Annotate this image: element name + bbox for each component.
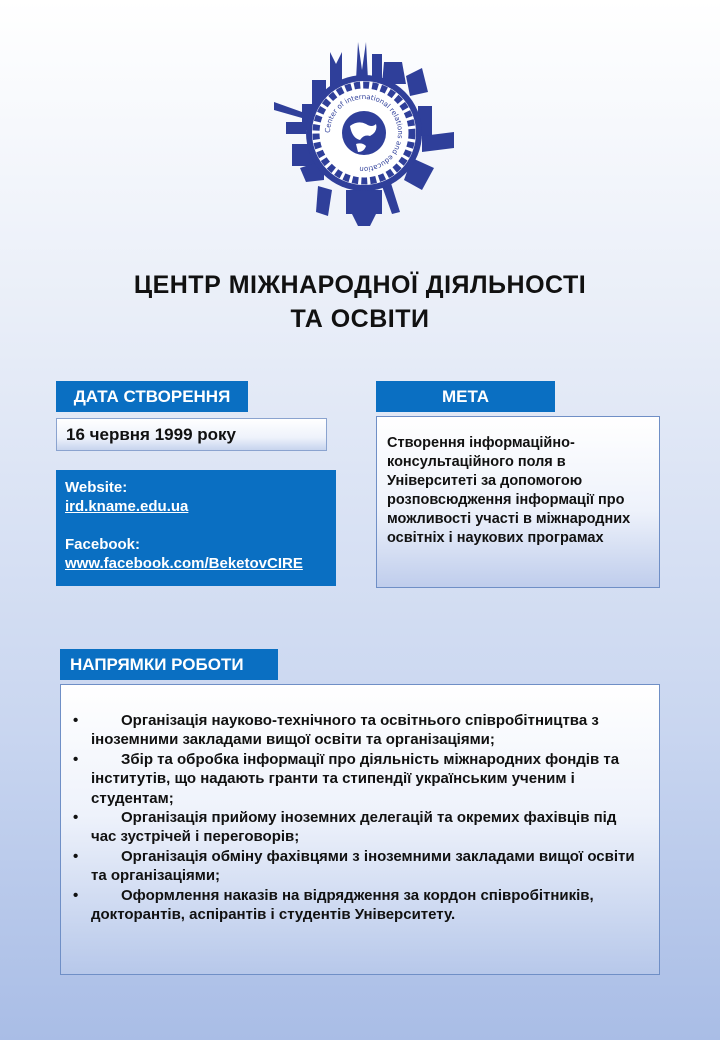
facebook-link[interactable]: www.facebook.com/BeketovCIRE — [65, 555, 303, 572]
list-item — [69, 847, 643, 886]
center-of-international-relations-logo-icon — [272, 40, 456, 226]
center-logo — [272, 40, 456, 226]
list-item-text: Оформлення наказів на відрядження за кордон співробітників, докторантів, аспірантів і студентів Університету. — [91, 886, 594, 924]
page-title — [60, 268, 660, 336]
page-title-line2: ТА ОСВІТИ — [290, 305, 430, 333]
goal-label: МЕТА — [376, 381, 555, 412]
links-panel — [56, 470, 336, 586]
directions-list — [69, 711, 643, 924]
list-item — [69, 886, 643, 925]
website-label: Website: — [65, 479, 128, 496]
bullet-icon: • — [73, 712, 79, 729]
bullet-icon: • — [73, 809, 79, 827]
list-item — [69, 808, 643, 847]
created-label: ДАТА СТВОРЕННЯ — [56, 381, 248, 412]
list-item-text: Організація науково-технічного та освітнього співробітництва з іноземними закладами вищої освіти та організаціями; — [91, 712, 599, 749]
list-item-text: Організація обміну фахівцями з іноземними закладами вищої освіти та організаціями; — [91, 847, 635, 885]
links-spacer — [65, 516, 327, 535]
directions-label: НАПРЯМКИ РОБОТИ — [60, 649, 278, 680]
list-item — [69, 750, 643, 808]
logo-ring-text: Center of international relations and education — [323, 92, 405, 174]
directions-panel — [60, 684, 660, 975]
created-date: 16 червня 1999 року — [56, 418, 327, 451]
list-item — [69, 711, 643, 750]
bullet-icon: • — [73, 886, 79, 904]
facebook-label: Facebook: — [65, 536, 141, 553]
goal-panel — [376, 416, 660, 588]
goal-text: Створення інформаційно-консультаційного поля в Університеті за допомогою розповсюдження інформації про можливості участі в міжнародних освітніх і наукових програмах — [387, 435, 631, 546]
website-link[interactable]: ird.kname.edu.ua — [65, 498, 189, 515]
list-item-text: Збір та обробка інформації про діяльність міжнародних фондів та інститутів, що надають гранти та стипендії українським ученим і студентам; — [91, 750, 620, 807]
bullet-icon: • — [73, 750, 79, 768]
bullet-icon: • — [73, 847, 79, 865]
list-item-text: Організація прийому іноземних делегацій та окремих фахівців під час зустрічей і переговорів; — [91, 809, 617, 846]
page-title-line1: ЦЕНТР МІЖНАРОДНОЇ ДІЯЛЬНОСТІ — [133, 271, 587, 299]
